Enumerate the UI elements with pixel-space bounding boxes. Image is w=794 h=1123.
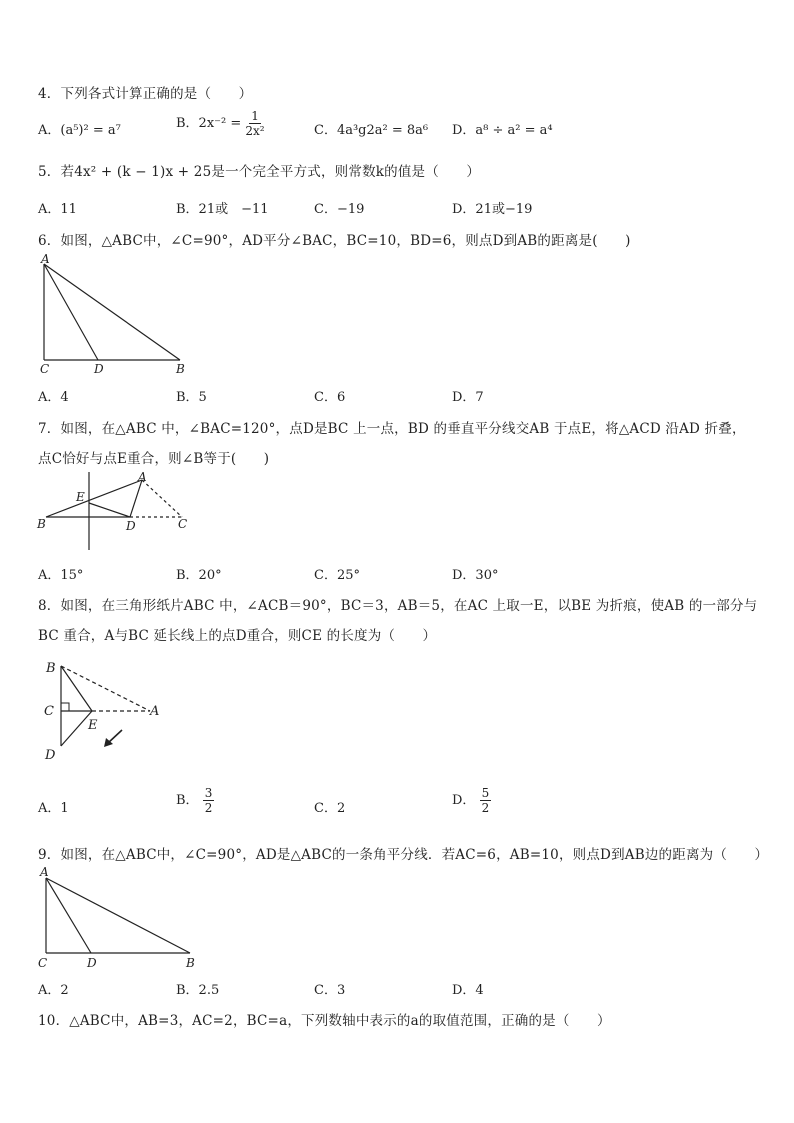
q8-option-d	[452, 786, 491, 815]
q4-option-d: D．a⁸ ÷ a² = a⁴	[452, 123, 553, 138]
q8-label-c: C	[44, 704, 54, 719]
q7-label-b: B	[37, 517, 46, 531]
q5-option-a: A．11	[38, 202, 77, 217]
q8-label-a: A	[150, 704, 160, 719]
q6-segment-ad	[44, 264, 98, 360]
q7-option-c: C．25°	[314, 568, 360, 583]
q7-side-ac	[142, 480, 182, 517]
q6-option-b: B．5	[176, 390, 207, 405]
q6-triangle-diagram	[30, 252, 200, 382]
q9-label-c: C	[38, 956, 48, 970]
q7-label-a: A	[138, 470, 147, 484]
q7-side-ba	[46, 480, 142, 517]
q9-option-c: C．3	[314, 983, 346, 998]
q8-stem-line1: 8．如图，在三角形纸片ABC 中，∠ACB＝90°，BC＝3，AB＝5，在AC 上取一E，以BE 为折痕，使AB 的一部分与	[38, 598, 758, 614]
q7-label-e: E	[76, 490, 85, 504]
q8-label-b: B	[46, 661, 56, 676]
q9-label-d: D	[87, 956, 97, 970]
q4-option-b-fraction	[245, 109, 264, 138]
q9-option-d: D．4	[452, 983, 484, 998]
q6-label-c: C	[40, 362, 50, 376]
q6-label-d: D	[94, 362, 104, 376]
q7-triangle-diagram	[34, 470, 194, 552]
q9-triangle-diagram	[30, 864, 205, 974]
q6-figure	[30, 252, 200, 382]
q6-option-c: C．6	[314, 390, 346, 405]
q4-option-a: A．(a⁵)² = a⁷	[38, 123, 121, 138]
q7-label-c: C	[178, 517, 188, 531]
q9-option-a: A．2	[38, 983, 69, 998]
q6-label-b: B	[176, 362, 185, 376]
q7-segment-ad	[130, 480, 142, 517]
q8-option-a: A．1	[38, 801, 69, 816]
q5-option-c: C．−19	[314, 202, 365, 217]
q8-option-d-fraction	[480, 786, 492, 815]
q4-option-c: C．4a³g2a² = 8a⁶	[314, 123, 429, 138]
q8-figure	[40, 658, 170, 768]
q8-option-b	[176, 786, 214, 815]
q4-stem: 4．下列各式计算正确的是（ ）	[38, 86, 253, 102]
q8-label-e: E	[88, 718, 98, 733]
q8-option-b-fraction	[203, 786, 215, 815]
q9-stem: 9．如图，在△ABC中，∠C=90°，AD是△ABC的一条角平分线．若AC=6，AB=10，则点D到AB边的距离为（ ）	[38, 847, 769, 863]
q8-segment-be	[61, 666, 92, 711]
q8-option-b-numerator: 3	[204, 786, 213, 800]
q9-label-b: B	[186, 956, 195, 970]
q8-option-d-prefix: D．	[452, 793, 476, 808]
q6-stem: 6．如图，△ABC中，∠C=90°，AD平分∠BAC，BC=10，BD=6，则点D到AB的距离是( )	[38, 233, 631, 249]
q4-option-b-numerator: 1	[251, 109, 259, 123]
q7-option-a: A．15°	[38, 568, 84, 583]
q8-option-c: C．2	[314, 801, 346, 816]
q8-stem-line2: BC 重合，A与BC 延长线上的点D重合，则CE 的长度为（ ）	[38, 628, 437, 644]
q6-option-a: A．4	[38, 390, 69, 405]
q7-stem-line2: 点C恰好与点E重合，则∠B等于( )	[38, 451, 270, 467]
q7-label-d: D	[126, 519, 136, 533]
q8-option-b-prefix: B．	[176, 793, 199, 808]
q7-option-b: B．20°	[176, 568, 222, 583]
q8-option-d-denominator: 2	[481, 801, 490, 815]
q7-option-d: D．30°	[452, 568, 499, 583]
q5-stem: 5．若4x² + (k − 1)x + 25是一个完全平方式，则常数k的值是（ ）	[38, 164, 481, 180]
q9-figure	[30, 864, 205, 974]
q6-label-a: A	[41, 252, 50, 266]
q10-stem: 10．△ABC中，AB=3，AC=2，BC=a，下列数轴中表示的a的取值范围，正确的是（ ）	[38, 1013, 611, 1029]
q4-option-b-denominator: 2x²	[245, 124, 265, 138]
q8-option-d-numerator: 5	[481, 786, 490, 800]
q8-right-angle-mark	[61, 703, 69, 711]
q8-side-ba	[61, 666, 150, 711]
q7-figure	[34, 470, 194, 552]
q9-side-ab	[46, 878, 190, 953]
q7-segment-ed	[89, 503, 130, 517]
q8-label-d: D	[45, 748, 56, 763]
q9-label-a: A	[40, 865, 49, 879]
q6-side-ab	[44, 264, 180, 360]
q8-option-b-denominator: 2	[204, 801, 213, 815]
q9-option-b: B．2.5	[176, 983, 220, 998]
q5-option-b: B．21或 −11	[176, 202, 269, 217]
q4-option-b	[176, 109, 265, 138]
q4-option-b-prefix: B．2x⁻² =	[176, 116, 242, 131]
q7-stem-line1: 7．如图，在△ABC 中，∠BAC=120°，点D是BC 上一点，BD 的垂直平分线交AB 于点E，将△ACD 沿AD 折叠，	[38, 421, 746, 437]
q8-arrow-shaft	[108, 730, 122, 743]
q5-option-d: D．21或−19	[452, 202, 533, 217]
q6-option-d: D．7	[452, 390, 484, 405]
